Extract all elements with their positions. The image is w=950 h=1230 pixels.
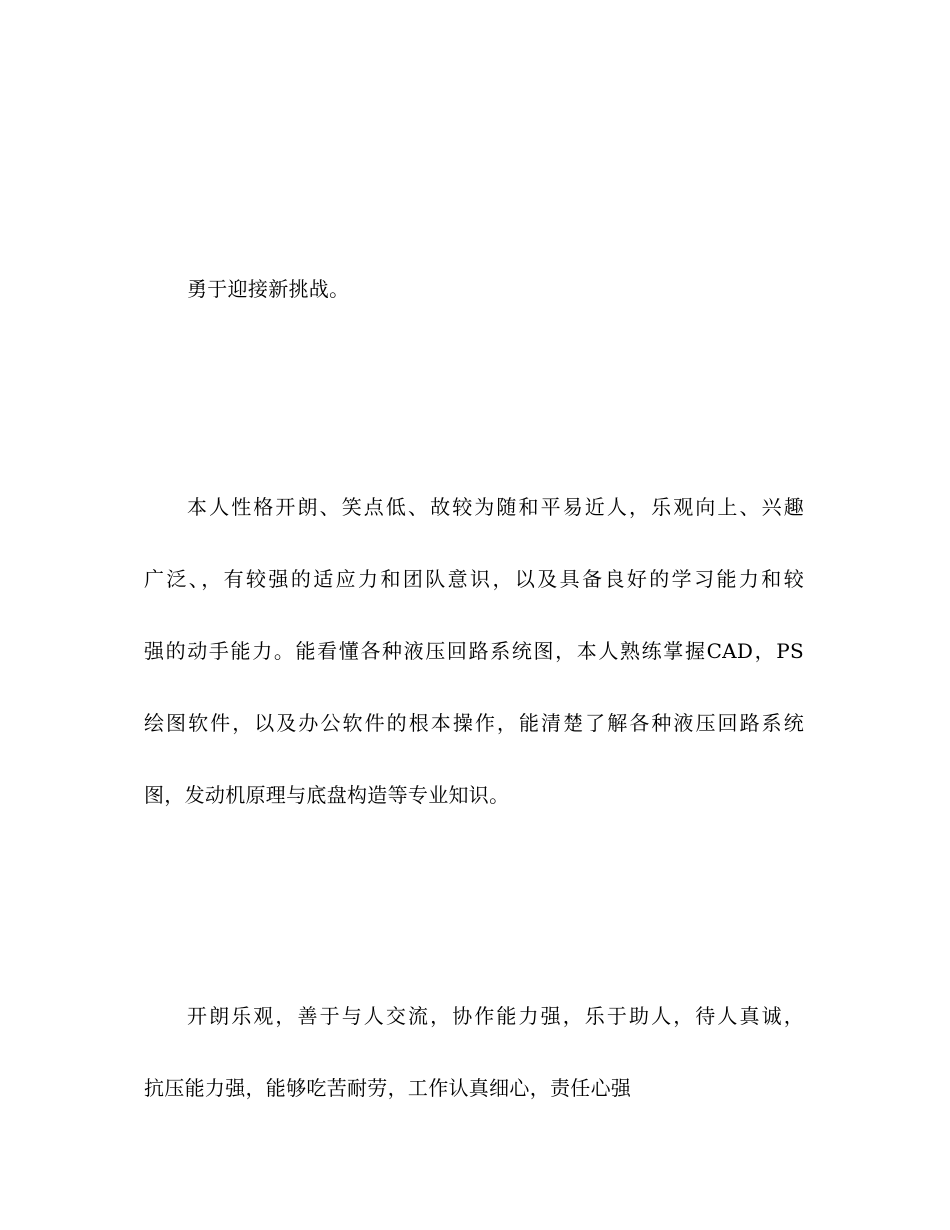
paragraph-2-line-3: 强的动手能力。能看懂各种液压回路系统图，本人熟练掌握CAD，PS [144, 639, 804, 663]
paragraph-2-line-2: 广泛、，有较强的适应力和团队意识，以及具备良好的学习能力和较 [144, 567, 804, 591]
paragraph-2-line-5: 图，发动机原理与底盘构造等专业知识。 [144, 783, 510, 807]
paragraph-2-line-1: 本人性格开朗、笑点低、故较为随和平易近人，乐观向上、兴趣 [187, 495, 804, 519]
paragraph-3-line-1: 开朗乐观，善于与人交流，协作能力强，乐于助人，待人真诚， [187, 1004, 804, 1028]
paragraph-3-line-2: 抗压能力强，能够吃苦耐劳，工作认真细心，责任心强 [144, 1076, 632, 1100]
paragraph-1-line-1: 勇于迎接新挑战。 [187, 277, 350, 301]
paragraph-2-line-4: 绘图软件，以及办公软件的根本操作，能清楚了解各种液压回路系统 [144, 711, 804, 735]
